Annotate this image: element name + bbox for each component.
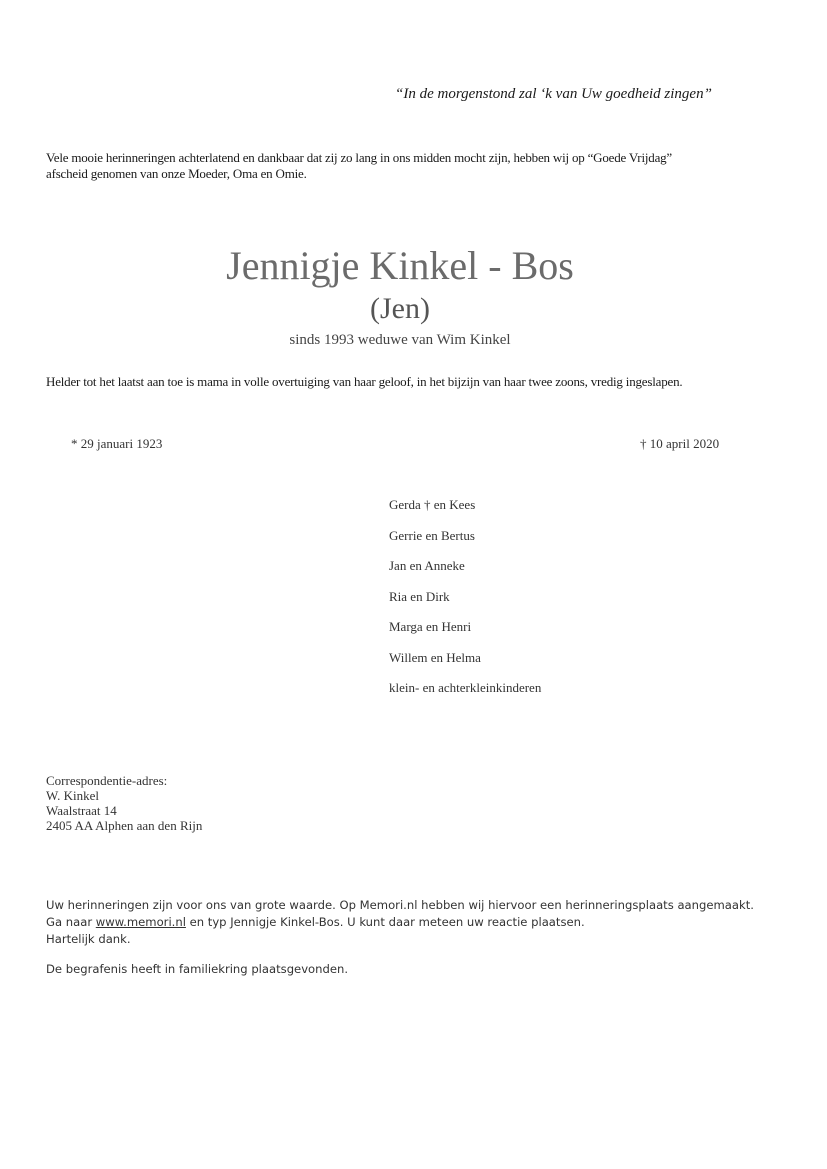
correspondence-address	[46, 773, 202, 833]
memori-line-1: Uw herinneringen zijn voor ons van grote waarde. Op Memori.nl hebben wij hiervoor een herinneringsplaats aangemaakt.	[46, 898, 754, 912]
correspondence-label: Correspondentie-adres:	[46, 773, 168, 788]
intro-paragraph	[46, 150, 786, 182]
memori-paragraph	[46, 897, 754, 948]
memori-line-2	[46, 914, 754, 931]
family-member: Ria en Dirk	[389, 588, 450, 604]
family-member: Marga en Henri	[389, 619, 472, 634]
family-member: Gerda † en Kees	[389, 497, 476, 512]
funeral-note: De begrafenis heeft in familiekring plaatsgevonden.	[46, 962, 349, 976]
memori-prefix: Ga naar	[46, 915, 93, 929]
family-member: Gerrie en Bertus	[389, 527, 475, 543]
memori-suffix: en typ Jennigje Kinkel-Bos. U kunt daar meteen uw reactie plaatsen.	[189, 915, 585, 929]
family-list	[389, 497, 541, 711]
closing-sentence: Helder tot het laatst aan toe is mama in volle overtuiging van haar geloof, in het bijzijn van haar twee zoons, vredig ingeslapen.	[46, 374, 683, 389]
deceased-nickname: (Jen)	[370, 292, 430, 325]
family-member: Jan en Anneke	[389, 558, 465, 573]
family-member: klein- en achterkleinkinderen	[389, 680, 542, 695]
intro-line-1: Vele mooie herinneringen achterlatend en dankbaar dat zij zo lang in ons midden mocht zijn, hebben wij op “Goede Vrijdag”	[46, 150, 673, 165]
intro-line-2: afscheid genomen van onze Moeder, Oma en Omie.	[46, 166, 307, 181]
correspondence-street: Waalstraat 14	[46, 803, 117, 818]
quote-text: “In de morgenstond zal ‘k van Uw goedheid zingen”	[395, 86, 712, 102]
memori-link[interactable]: www.memori.nl	[95, 915, 186, 929]
memori-line-3: Hartelijk dank.	[46, 932, 131, 946]
family-member: Willem en Helma	[389, 649, 481, 665]
deceased-name: Jennigje Kinkel - Bos	[226, 243, 574, 288]
death-date: † 10 april 2020	[640, 436, 720, 451]
correspondence-name: W. Kinkel	[46, 788, 99, 803]
widow-line: sinds 1993 weduwe van Wim Kinkel	[289, 332, 511, 348]
correspondence-city: 2405 AA Alphen aan den Rijn	[46, 818, 203, 833]
birth-date: * 29 januari 1923	[71, 436, 163, 451]
